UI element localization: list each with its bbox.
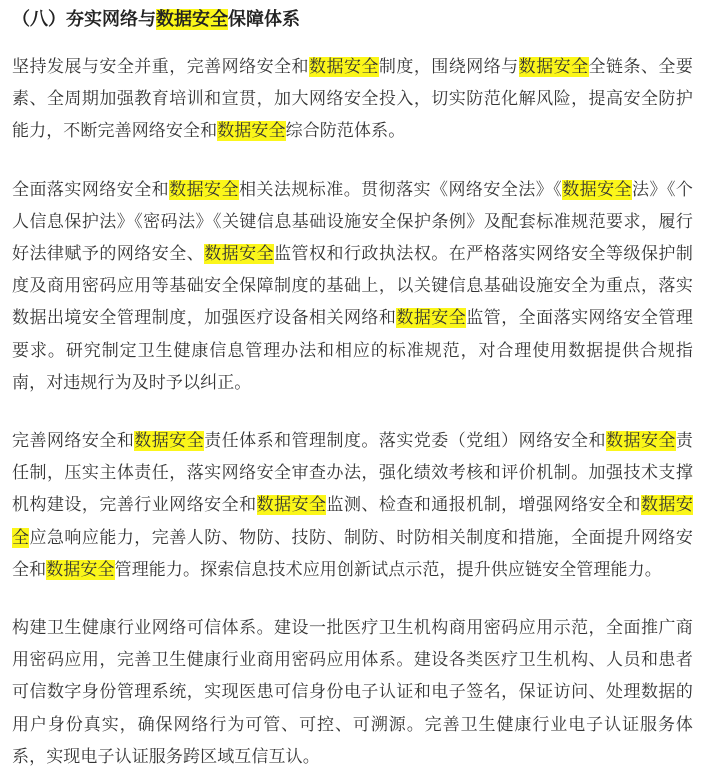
paragraph-4 [12,612,693,773]
paragraph-text: 法》《个人信息保护法》《密码法》《关键信息基础设施安全保护条例》及配套标准规范要求，履行好法律赋予的网络安全、 [12,179,694,265]
paragraph-1 [12,51,693,148]
paragraph-text: 完善网络安全和 [12,431,135,452]
paragraph-text: 监管权和行政执法权。在严格落实网络安全等级保护制度及商用密码应用等基础安全保障制度的基础上，以关键信息基础设施安全为重点，落实数据出境安全管理制度，加强医疗设备相关网络和 [12,244,693,329]
paragraph-2 [12,174,693,399]
highlighted-keyword: 数据安全 [396,308,467,329]
highlighted-keyword: 数据安全 [46,559,115,580]
highlighted-keyword: 数据安全 [134,431,205,452]
paragraph-text: 制度，围绕网络与 [378,57,519,77]
paragraph-text: 相关法规标准。贯彻落实《网络安全法》《 [238,179,563,200]
paragraph-text: 坚持发展与安全并重，完善网络安全和 [12,57,309,77]
highlighted-keyword: 数据安全 [12,495,693,548]
paragraph-3 [12,425,693,586]
highlighted-keyword: 数据安全 [204,244,275,265]
paragraph-text: 综合防范体系。 [285,121,406,142]
paragraph-text: 监测、检查和通报机制，增强网络安全和 [326,495,641,516]
heading-text: 保障体系 [228,9,300,30]
heading-text: （八）夯实网络与 [12,9,156,30]
paragraph-text: 管理能力。探索信息技术应用创新试点示范，提升供应链安全管理能力。 [114,559,662,580]
paragraph-text: 责任体系和管理制度。落实党委（党组）网络安全和 [204,431,606,452]
paragraph-text: 全面落实网络安全和 [12,179,170,200]
highlighted-keyword: 数据安全 [169,179,239,200]
paragraph-text: 监管，全面落实网络安全管理要求。研究制定卫生健康信息管理办法和相应的标准规范，对合理使用数据提供合规指南，对违规行为及时予以纠正。 [12,308,693,393]
highlighted-keyword: 数据安全 [562,179,633,200]
highlighted-keyword: 数据安全 [256,495,327,516]
highlighted-keyword: 数据安全 [518,57,589,77]
paragraph-text: 全链条、全要素、全周期加强教育培训和宣贯，加大网络安全投入，切实防范化解风险，提高安全防护能力，不断完善网络安全和 [12,57,693,142]
highlighted-keyword: 数据安全 [309,57,379,77]
section-heading [12,5,693,35]
paragraph-text: 责任制，压实主体责任，落实网络安全审查办法，强化绩效考核和评价机制。加强技术支撑机构建设，完善行业网络安全和 [12,431,693,516]
paragraph-text: 构建卫生健康行业网络可信体系。建设一批医疗卫生机构商用密码应用示范，全面推广商用密码应用，完善卫生健康行业商用密码应用体系。建设各类医疗卫生机构、人员和患者可信数字身份管理系统，实现医患可信身份电子认证和电子签名，保证访问、处理数据的用户身份真实，确保网络行为可管、可控、可溯源。完善卫生健康行业电子认证服务体系，实现电子认证服务跨区域互信互认。 [12,618,693,767]
highlighted-keyword: 数据安全 [156,9,228,30]
highlighted-keyword: 数据安全 [606,431,676,452]
highlighted-keyword: 数据安全 [217,121,286,142]
paragraph-text: 应急响应能力，完善人防、物防、技防、制防、时防相关制度和措施，全面提升网络安全和 [12,527,693,580]
